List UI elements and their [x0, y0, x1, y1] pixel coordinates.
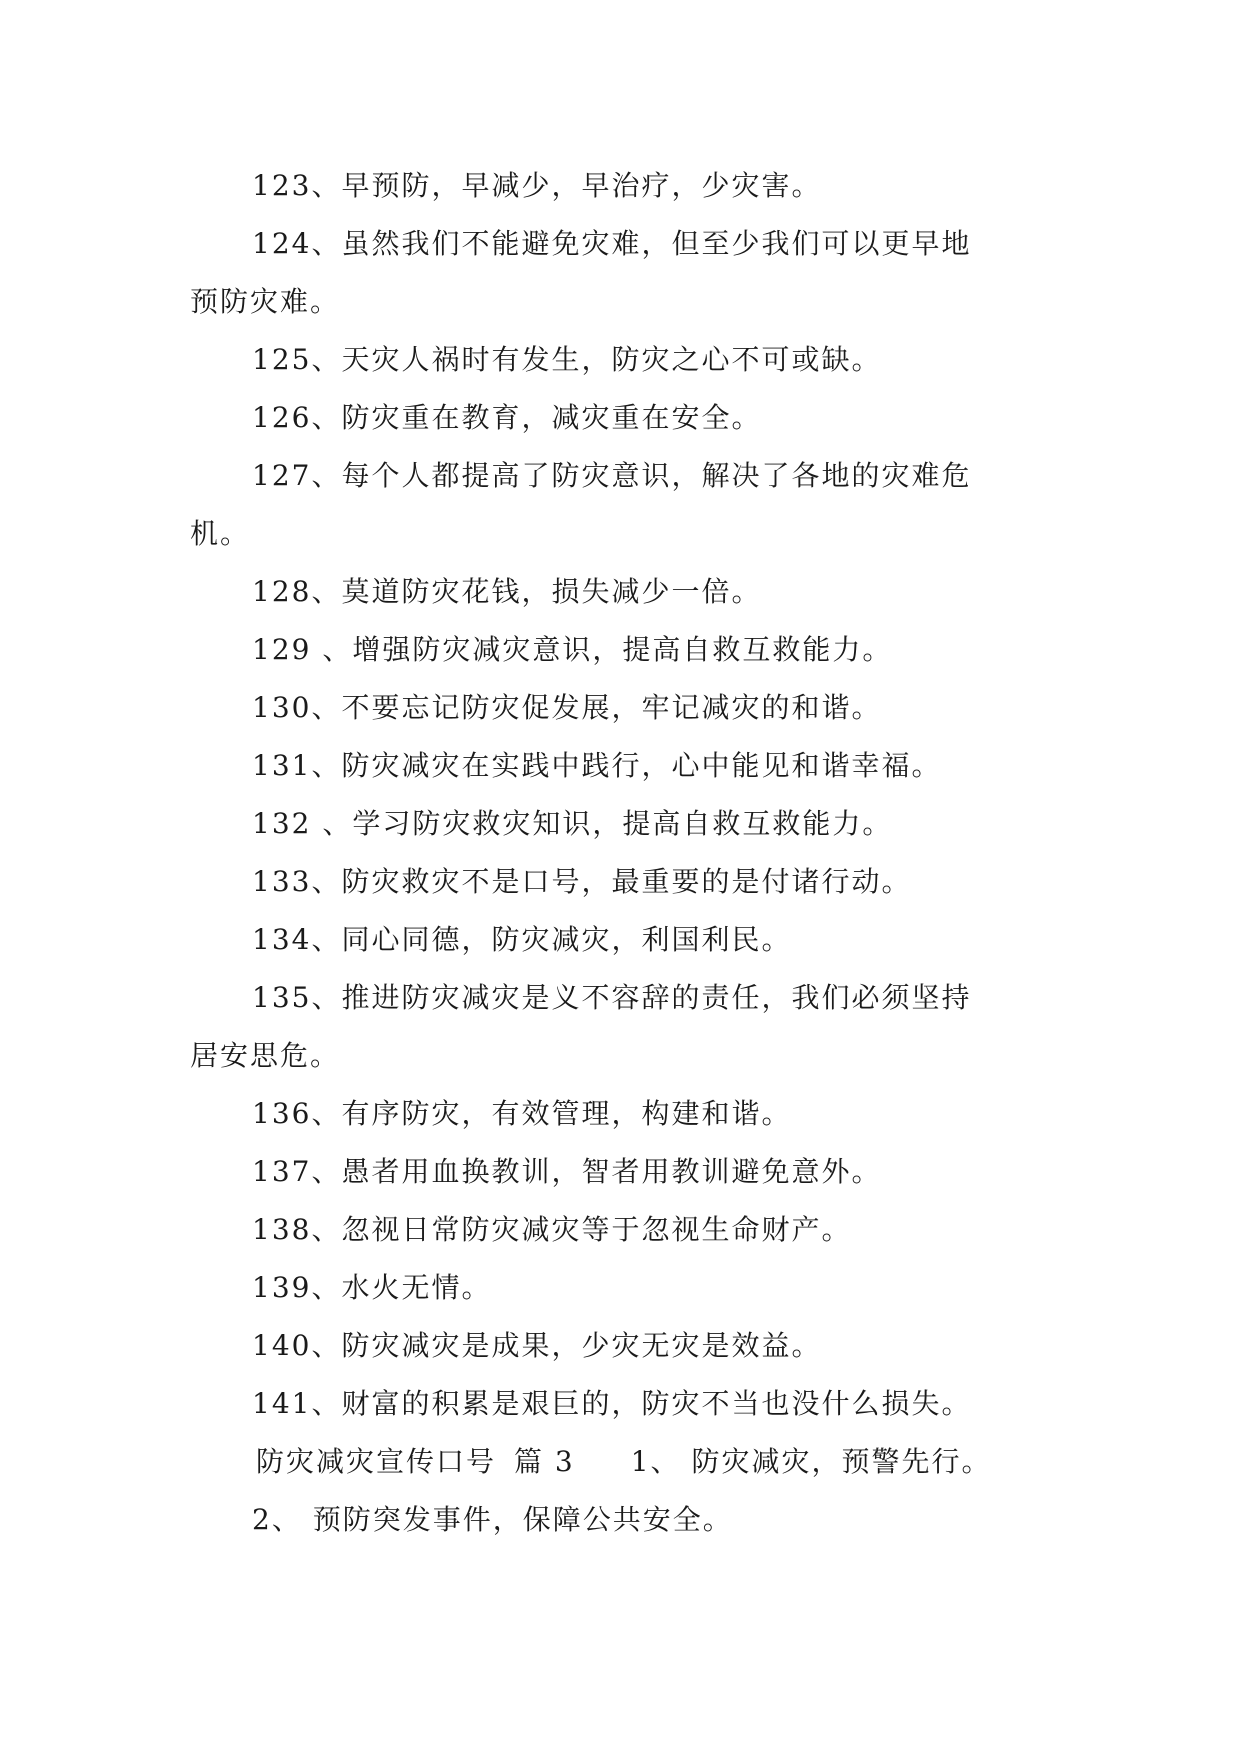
slogan-135: 135、推进防灾减灾是义不容辞的责任，我们必须坚持	[252, 981, 972, 1014]
slogan-130: 130、不要忘记防灾促发展，牢记减灾的和谐。	[252, 691, 882, 724]
slogan-133: 133、防灾救灾不是口号，最重要的是付诸行动。	[252, 865, 912, 898]
slogan-134: 134、同心同德，防灾减灾，利国利民。	[252, 923, 792, 956]
slogan-141: 141、财富的积累是艰巨的，防灾不当也没什么损失。	[252, 1387, 972, 1420]
slogan-127: 127、每个人都提高了防灾意识，解决了各地的灾难危	[252, 459, 972, 492]
slogan-139: 139、水火无情。	[252, 1271, 492, 1304]
slogan-124-continued: 预防灾难。	[190, 285, 341, 318]
section-part: 篇 3	[514, 1445, 575, 1478]
slogan-123: 123、早预防，早减少，早治疗，少灾害。	[252, 169, 822, 202]
slogan-136: 136、有序防灾，有效管理，构建和谐。	[252, 1097, 792, 1130]
section-heading-row	[256, 1442, 991, 1482]
slogan-125: 125、天灾人祸时有发生，防灾之心不可或缺。	[252, 343, 882, 376]
slogan-128: 128、莫道防灾花钱，损失减少一倍。	[252, 575, 762, 608]
slogan-section3-item-2: 2、 预防突发事件，保障公共安全。	[252, 1503, 733, 1536]
slogan-129: 129 、增强防灾减灾意识，提高自救互救能力。	[252, 633, 893, 666]
slogan-126: 126、防灾重在教育，减灾重在安全。	[252, 401, 762, 434]
slogan-127-continued: 机。	[190, 517, 251, 550]
slogan-131: 131、防灾减灾在实践中践行，心中能见和谐幸福。	[252, 749, 942, 782]
slogan-140: 140、防灾减灾是成果，少灾无灾是效益。	[252, 1329, 822, 1362]
slogan-138: 138、忽视日常防灾减灾等于忽视生命财产。	[252, 1213, 852, 1246]
slogan-132: 132 、学习防灾救灾知识，提高自救互救能力。	[252, 807, 893, 840]
section-title: 防灾减灾宣传口号	[256, 1445, 497, 1478]
slogan-124: 124、虽然我们不能避免灾难，但至少我们可以更早地	[252, 227, 972, 260]
section-first-item: 1、 防灾减灾，预警先行。	[630, 1445, 992, 1478]
slogan-137: 137、愚者用血换教训，智者用教训避免意外。	[252, 1155, 882, 1188]
slogan-135-continued: 居安思危。	[190, 1039, 341, 1072]
